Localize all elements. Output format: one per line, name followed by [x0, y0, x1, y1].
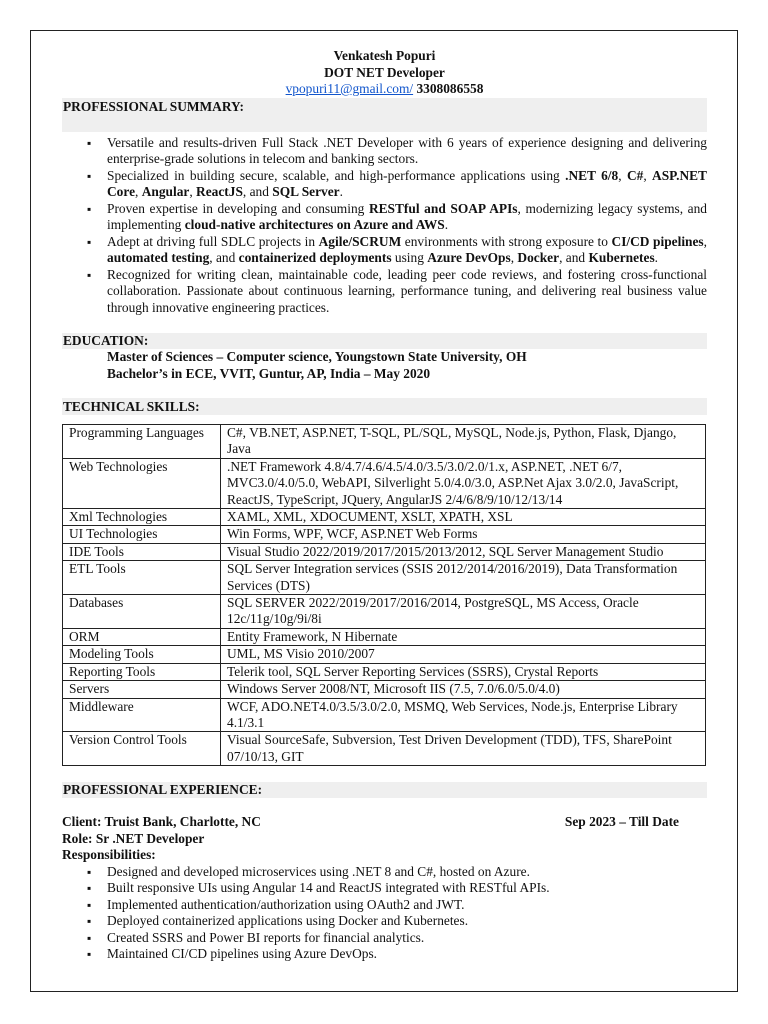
- summary-text: , and: [242, 184, 273, 199]
- skill-values: Telerik tool, SQL Server Reporting Services (SSRS), Crystal Reports: [221, 663, 706, 680]
- summary-bold-text: .NET 6/8: [565, 167, 619, 183]
- skill-values: SQL SERVER 2022/2019/2017/2016/2014, PostgreSQL, MS Access, Oracle 12c/11g/10g/9i/8i: [221, 595, 706, 629]
- skill-category: Reporting Tools: [63, 663, 221, 680]
- skill-category: Version Control Tools: [63, 732, 221, 766]
- skill-category: Servers: [63, 681, 221, 698]
- summary-text: ,: [703, 233, 707, 249]
- responsibility-item: ▪ Deployed containerized applications using Docker and Kubernetes.: [107, 913, 707, 930]
- client-line: [62, 814, 707, 831]
- skill-category: ETL Tools: [63, 561, 221, 595]
- education-item-bachelors: Bachelor’s in ECE, VVIT, Guntur, AP, India – May 2020: [107, 365, 431, 381]
- summary-bullet: [107, 168, 707, 201]
- skills-row: [63, 526, 706, 543]
- summary-text: Proven expertise in developing and consuming: [107, 200, 369, 216]
- job-dates: Sep 2023 – Till Date: [564, 814, 679, 830]
- responsibility-item: ▪ Built responsive UIs using Angular 14 and ReactJS integrated with RESTful APIs.: [107, 880, 707, 897]
- summary-text: , and: [559, 250, 589, 265]
- summary-bold-text: Docker: [517, 250, 560, 265]
- skill-values: Windows Server 2008/NT, Microsoft IIS (7.5, 7.0/6.0/5.0/4.0): [221, 681, 706, 698]
- summary-bold-text: RESTful and SOAP APIs: [368, 200, 518, 216]
- education-item-masters: Master of Sciences – Computer science, Youngstown State University, OH: [107, 349, 527, 364]
- summary-bold-text: Agile/SCRUM: [318, 233, 402, 249]
- skill-category: Web Technologies: [63, 458, 221, 508]
- responsibilities-list: [62, 864, 707, 963]
- summary-text: .: [339, 184, 343, 199]
- summary-text: ,: [135, 184, 142, 199]
- summary-text: .: [444, 217, 449, 232]
- skill-values: XAML, XML, XDOCUMENT, XSLT, XPATH, XSL: [221, 509, 706, 526]
- skill-values: Visual SourceSafe, Subversion, Test Driven Development (TDD), TFS, SharePoint 07/10/13, GIT: [221, 732, 706, 766]
- summary-text: Versatile and results-driven Full Stack .NET Developer with 6 years of experience designing and delivering enterprise-grade solutions in telecom and banking sectors.: [107, 134, 707, 166]
- skill-values: SQL Server Integration services (SSIS 2012/2014/2016/2019), Data Transformation Services (DTS): [221, 561, 706, 595]
- summary-heading-band: [62, 116, 707, 132]
- contact-line: [62, 81, 707, 98]
- summary-text: Adept at driving full SDLC projects in: [107, 233, 319, 249]
- summary-bold-text: SQL Server: [272, 184, 340, 199]
- skills-row: [63, 543, 706, 560]
- skills-row: [63, 646, 706, 663]
- summary-bold-text: containerized deployments: [238, 250, 392, 265]
- skills-row: [63, 425, 706, 459]
- summary-bullet: [107, 267, 707, 317]
- skill-values: Entity Framework, N Hibernate: [221, 628, 706, 645]
- resume-header: [62, 48, 707, 98]
- skill-category: Middleware: [63, 698, 221, 732]
- summary-bold-text: Azure DevOps: [427, 250, 511, 265]
- summary-text: ,: [510, 250, 518, 265]
- job-role: Role: Sr .NET Developer: [62, 830, 205, 846]
- summary-bullet: [107, 201, 707, 234]
- summary-text: Recognized for writing clean, maintainable code, leading peer code reviews, and fostering cross-functional collaboration. Passionate about continuous learning, performance tuning, and delivering real business value through innovative engineering practices.: [107, 266, 707, 315]
- skill-values: Win Forms, WPF, WCF, ASP.NET Web Forms: [221, 526, 706, 543]
- summary-text: ,: [618, 167, 627, 183]
- responsibility-item: ▪ Maintained CI/CD pipelines using Azure DevOps.: [107, 946, 707, 963]
- experience-heading: PROFESSIONAL EXPERIENCE:: [62, 782, 707, 798]
- skills-row: [63, 595, 706, 629]
- resume-content: [62, 48, 707, 963]
- summary-bold-text: ReactJS: [196, 184, 243, 199]
- summary-bold-text: C#: [626, 167, 644, 183]
- summary-text: Specialized in building secure, scalable, and high-performance applications using: [107, 167, 566, 183]
- summary-bullet: [107, 135, 707, 168]
- summary-bold-text: automated testing: [107, 250, 210, 265]
- summary-text: .: [654, 250, 659, 265]
- responsibilities-label: Responsibilities:: [62, 847, 156, 863]
- skills-row: [63, 663, 706, 680]
- skill-category: Xml Technologies: [63, 509, 221, 526]
- summary-bold-text: Angular: [141, 184, 190, 199]
- summary-bold-text: CI/CD pipelines: [611, 233, 704, 249]
- responsibility-item: ▪ Created SSRS and Power BI reports for financial analytics.: [107, 930, 707, 947]
- skill-category: UI Technologies: [63, 526, 221, 543]
- skills-table: [62, 424, 706, 766]
- skill-category: Programming Languages: [63, 425, 221, 459]
- summary-text: using: [391, 250, 428, 265]
- skill-category: Modeling Tools: [63, 646, 221, 663]
- summary-bold-text: cloud-native architectures on Azure and AWS: [184, 217, 445, 232]
- summary-text: environments with strong exposure to: [401, 233, 612, 249]
- skills-row: [63, 561, 706, 595]
- skill-values: WCF, ADO.NET4.0/3.5/3.0/2.0, MSMQ, Web Services, Node.js, Enterprise Library 4.1/3.1: [221, 698, 706, 732]
- responsibility-item: ▪ Designed and developed microservices using .NET 8 and C#, hosted on Azure.: [107, 864, 707, 881]
- education-heading: EDUCATION:: [62, 333, 707, 349]
- skill-values: .NET Framework 4.8/4.7/4.6/4.5/4.0/3.5/3.0/2.0/1.x, ASP.NET, .NET 6/7, MVC3.0/4.0/5.0, WebAPI, Silverlight 5.0/4.0/3.0, ASP.Net Ajax 3.0/2.0, JavaScript, ReactJS, TypeScript, JQuery, AngularJS 2/4/6/8/9/10/12/13/14: [221, 458, 706, 508]
- skills-row: [63, 681, 706, 698]
- skill-category: IDE Tools: [63, 543, 221, 560]
- summary-text: , and: [209, 250, 239, 265]
- responsibility-item: ▪ Implemented authentication/authorization using OAuth2 and JWT.: [107, 897, 707, 914]
- summary-bold-text: Kubernetes: [588, 250, 655, 265]
- skill-category: Databases: [63, 595, 221, 629]
- skills-row: [63, 732, 706, 766]
- client-name: Client: Truist Bank, Charlotte, NC: [62, 814, 261, 830]
- skill-values: UML, MS Visio 2010/2007: [221, 646, 706, 663]
- phone-number: 3308086558: [416, 81, 484, 96]
- summary-list: [62, 135, 707, 317]
- summary-text: ,: [189, 184, 197, 199]
- skill-category: ORM: [63, 628, 221, 645]
- summary-heading: PROFESSIONAL SUMMARY:: [62, 98, 707, 116]
- summary-text: ,: [643, 167, 653, 183]
- summary-text: , modernizing legacy systems, and implementing: [107, 200, 708, 232]
- skill-values: C#, VB.NET, ASP.NET, T-SQL, PL/SQL, MySQL, Node.js, Python, Flask, Django, Java: [221, 425, 706, 459]
- skill-values: Visual Studio 2022/2019/2017/2015/2013/2012, SQL Server Management Studio: [221, 543, 706, 560]
- email-link[interactable]: vpopuri11@gmail.com/: [285, 81, 414, 96]
- summary-bold-text: ASP.NET Core: [107, 167, 707, 199]
- skills-heading: TECHNICAL SKILLS:: [62, 398, 707, 415]
- candidate-role: DOT NET Developer: [324, 64, 445, 80]
- skills-row: [63, 458, 706, 508]
- skills-row: [63, 509, 706, 526]
- skills-row: [63, 628, 706, 645]
- skills-row: [63, 698, 706, 732]
- candidate-name: Venkatesh Popuri: [333, 48, 436, 63]
- summary-bullet: [107, 234, 707, 267]
